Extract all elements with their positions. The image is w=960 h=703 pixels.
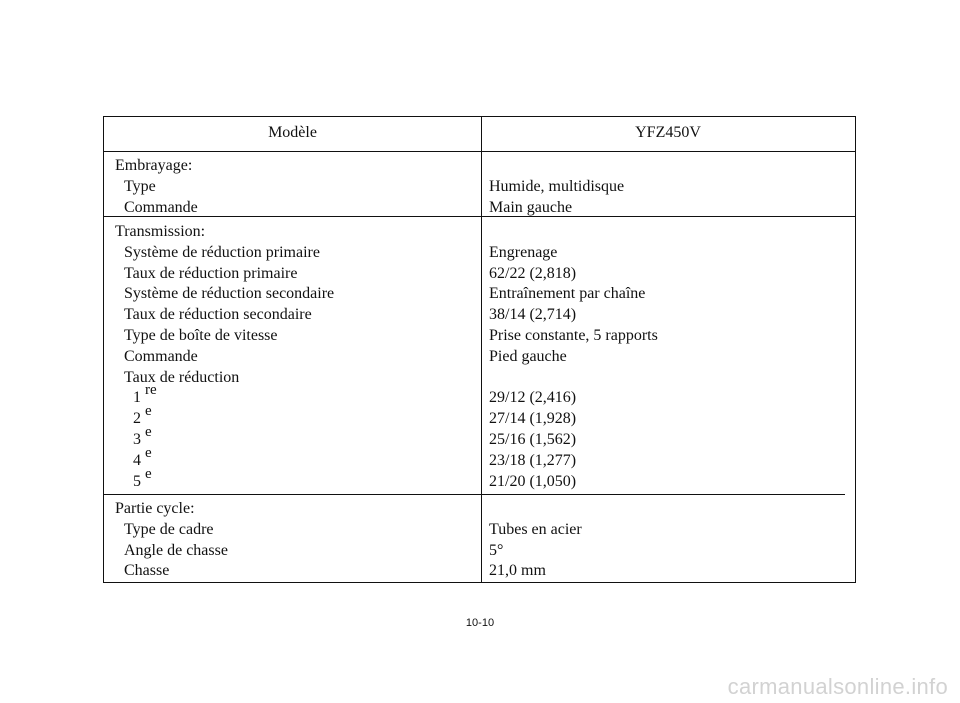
section-transmission-labels (115, 222, 334, 492)
spec-value: 21,0 mm (489, 562, 546, 580)
spec-label: Système de réduction secondaire (124, 285, 335, 303)
gear-value: 23/18 (1,277) (489, 451, 577, 469)
gear-value: 29/12 (2,416) (489, 389, 577, 407)
section-title: Embrayage: (115, 157, 193, 174)
spec-value: 38/14 (2,714) (489, 306, 577, 324)
gear-ordinal: e (145, 423, 152, 440)
spec-value: Engrenage (489, 243, 558, 261)
gear-number: 3 (133, 430, 141, 448)
gear-ordinal: e (145, 444, 152, 461)
gear-label (115, 465, 334, 493)
spec-label: Taux de réduction (124, 368, 240, 386)
spec-label: Type de boîte de vitesse (124, 326, 278, 344)
page-number: 10-10 (465, 617, 495, 629)
spec-label: Taux de réduction primaire (124, 264, 298, 282)
table-header-row (104, 117, 855, 152)
spec-label: Type (124, 177, 156, 195)
section-divider (104, 494, 845, 495)
gear-value: 27/14 (1,928) (489, 410, 577, 428)
gear-ordinal: e (145, 403, 152, 420)
spec-value: Tubes en acier (489, 520, 582, 538)
gear-value: 21/20 (1,050) (489, 472, 577, 490)
section-transmission-values (489, 222, 658, 492)
spec-label: Taux de réduction secondaire (124, 306, 312, 324)
gear-value: 25/16 (1,562) (489, 430, 577, 448)
spec-value: Main gauche (489, 198, 573, 216)
gear-number: 5 (133, 472, 141, 490)
spec-table (103, 116, 856, 583)
section-clutch-values (489, 156, 624, 218)
gear-number: 2 (133, 410, 141, 428)
spec-label: Angle de chasse (124, 541, 228, 559)
spec-value (489, 368, 658, 389)
column-divider (481, 117, 482, 582)
section-divider (104, 216, 855, 217)
gear-ordinal: re (145, 382, 157, 399)
section-chassis-labels (115, 499, 228, 582)
section-chassis-values (489, 499, 582, 582)
spec-label: Type de cadre (124, 520, 214, 538)
spec-value: Entraînement par chaîne (489, 285, 646, 303)
spec-value: 5° (489, 541, 504, 559)
section-clutch-labels (115, 156, 198, 218)
spec-value: 62/22 (2,818) (489, 264, 577, 282)
section-title: Transmission: (115, 223, 206, 240)
header-model-label: Modèle (268, 124, 317, 141)
gear-ordinal: e (145, 465, 152, 482)
spec-value: Humide, multidisque (489, 177, 625, 195)
spec-label: Système de réduction primaire (124, 243, 320, 261)
spec-value: Pied gauche (489, 347, 567, 365)
gear-number: 4 (133, 451, 141, 469)
header-model-value: YFZ450V (635, 124, 701, 141)
watermark: carmanualsonline.info (727, 674, 948, 699)
spec-label: Commande (124, 347, 198, 365)
spec-value: Prise constante, 5 rapports (489, 326, 658, 344)
spec-label: Chasse (124, 562, 170, 580)
spec-label: Commande (124, 198, 198, 216)
gear-number: 1 (133, 389, 141, 407)
section-title: Partie cycle: (115, 500, 195, 517)
